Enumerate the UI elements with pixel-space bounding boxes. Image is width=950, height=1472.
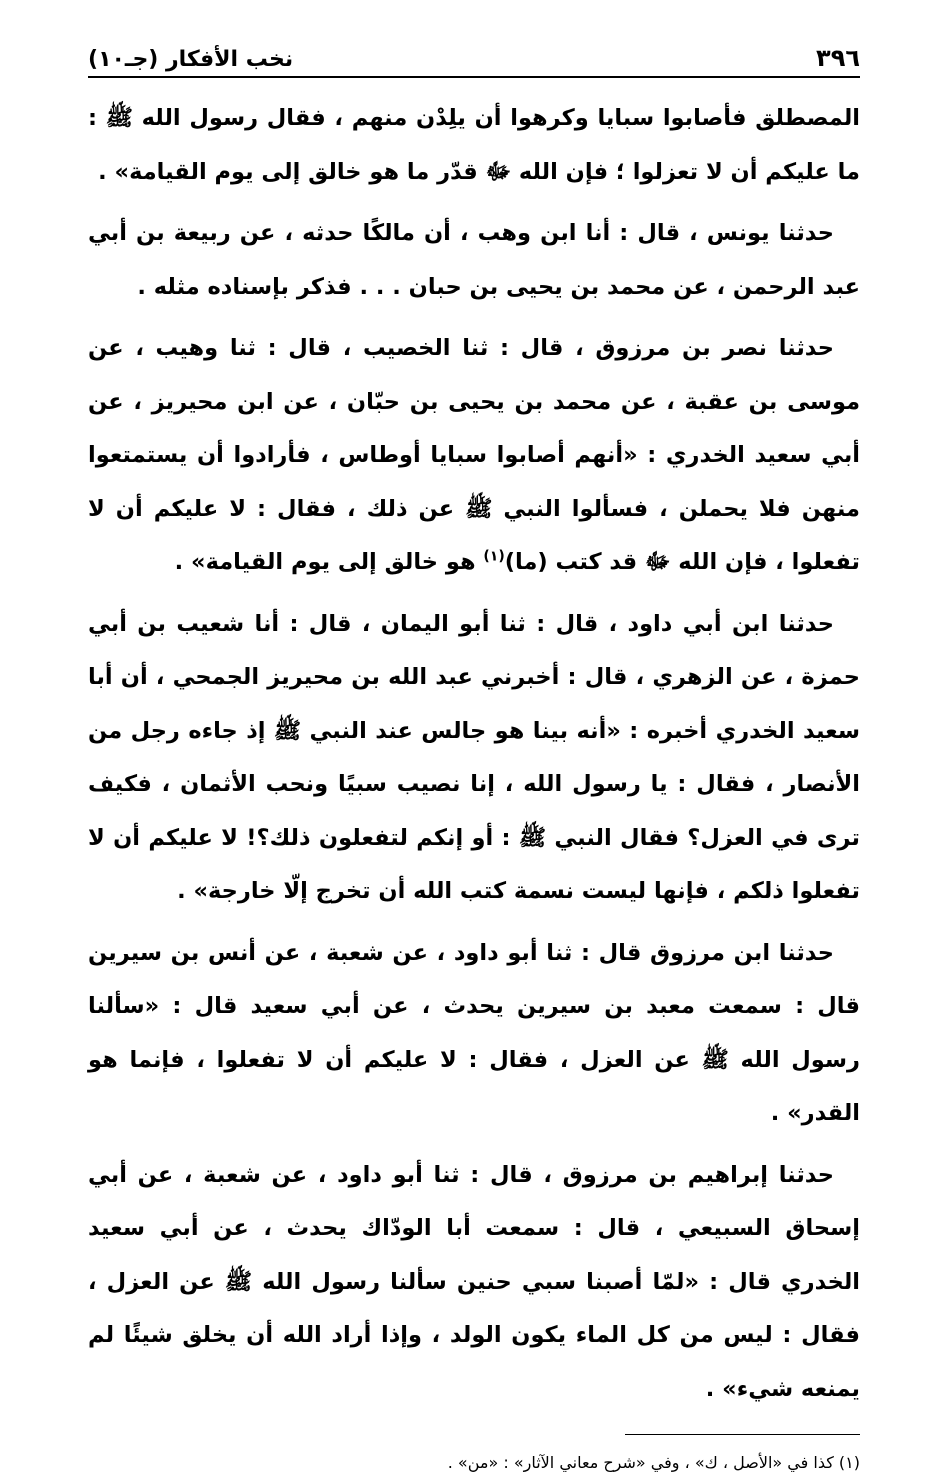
footnote-marker[interactable]: (١)	[483, 548, 505, 565]
footnote: (١) كذا في «الأصل ، ك» ، وفي «شرح معاني الآثار» : «من» .	[447, 1453, 860, 1472]
running-title: نخب الأفكار (جـ١٠)	[88, 47, 294, 72]
paragraph: حدثنا ابن مرزوق قال : ثنا أبو داود ، عن شعبة ، عن أنس بن سيرين قال : سمعت معبد بن سيرين يحدث ، عن أبي سعيد قال : «سألنا رسول الله ﷺ عن العزل ، فقال : لا عليكم أن لا تفعلوا ، فإنما هو القدر» .	[88, 939, 860, 1126]
paragraph	[88, 322, 860, 590]
main-text	[88, 92, 860, 1416]
paragraph: حدثنا إبراهيم بن مرزوق ، قال : ثنا أبو داود ، عن شعبة ، عن أبي إسحاق السبيعي ، قال : سمعت أبا الودّاك يحدث ، عن أبي سعيد الخدري قال : «لمّا أصبنا سبي حنين سألنا رسول الله ﷺ عن العزل ، فقال : ليس من كل الماء يكون الولد ، وإذا أراد الله أن يخلق شيئًا لم يمنعه شيء» .	[88, 1161, 860, 1402]
paragraph-text: حدثنا نصر بن مرزوق ، قال : ثنا الخصيب ، قال : ثنا وهيب ، عن موسى بن عقبة ، عن محمد بن يحيى بن حبّان ، عن ابن محيريز ، عن أبي سعيد الخدري : «أنهم أصابوا سبايا أوطاس ، فأرادوا أن يستمتعوا منهن فلا يحملن ، فسألوا النبي ﷺ عن ذلك ، فقال : لا عليكم أن لا تفعلوا ، فإن الله ﷻ قد كتب (ما)	[88, 335, 860, 575]
paragraph: حدثنا يونس ، قال : أنا ابن وهب ، أن مالكًا حدثه ، عن ربيعة بن أبي عبد الرحمن ، عن محمد بن يحيى بن حبان . . . فذكر بإسناده مثله .	[88, 220, 860, 300]
paragraph: المصطلق فأصابوا سبايا وكرهوا أن يلِدْن منهم ، فقال رسول الله ﷺ : ما عليكم أن لا تعزلوا ؛ فإن الله ﷻ قدّر ما هو خالق إلى يوم القيامة» .	[88, 105, 860, 185]
paragraph-text-continued: هو خالق إلى يوم القيامة» .	[174, 549, 484, 575]
paragraph: حدثنا ابن أبي داود ، قال : ثنا أبو اليمان ، قال : أنا شعيب بن أبي حمزة ، عن الزهري ، قال : أخبرني عبد الله بن محيريز الجمحي ، أن أبا سعيد الخدري أخبره : «أنه بينا هو جالس عند النبي ﷺ إذ جاءه رجل من الأنصار ، فقال : يا رسول الله ، إنا نصيب سبيًا ونحب الأثمان ، فكيف ترى في العزل؟ فقال النبي ﷺ : أو إنكم لتفعلون ذلك؟! لا عليكم أن لا تفعلوا ذلكم ، فإنها ليست نسمة كتب الله أن تخرج إلّا خارجة» .	[88, 610, 860, 904]
page-number: ٣٩٦	[816, 44, 860, 72]
page-header	[88, 34, 860, 78]
footnote-divider	[625, 1434, 860, 1435]
